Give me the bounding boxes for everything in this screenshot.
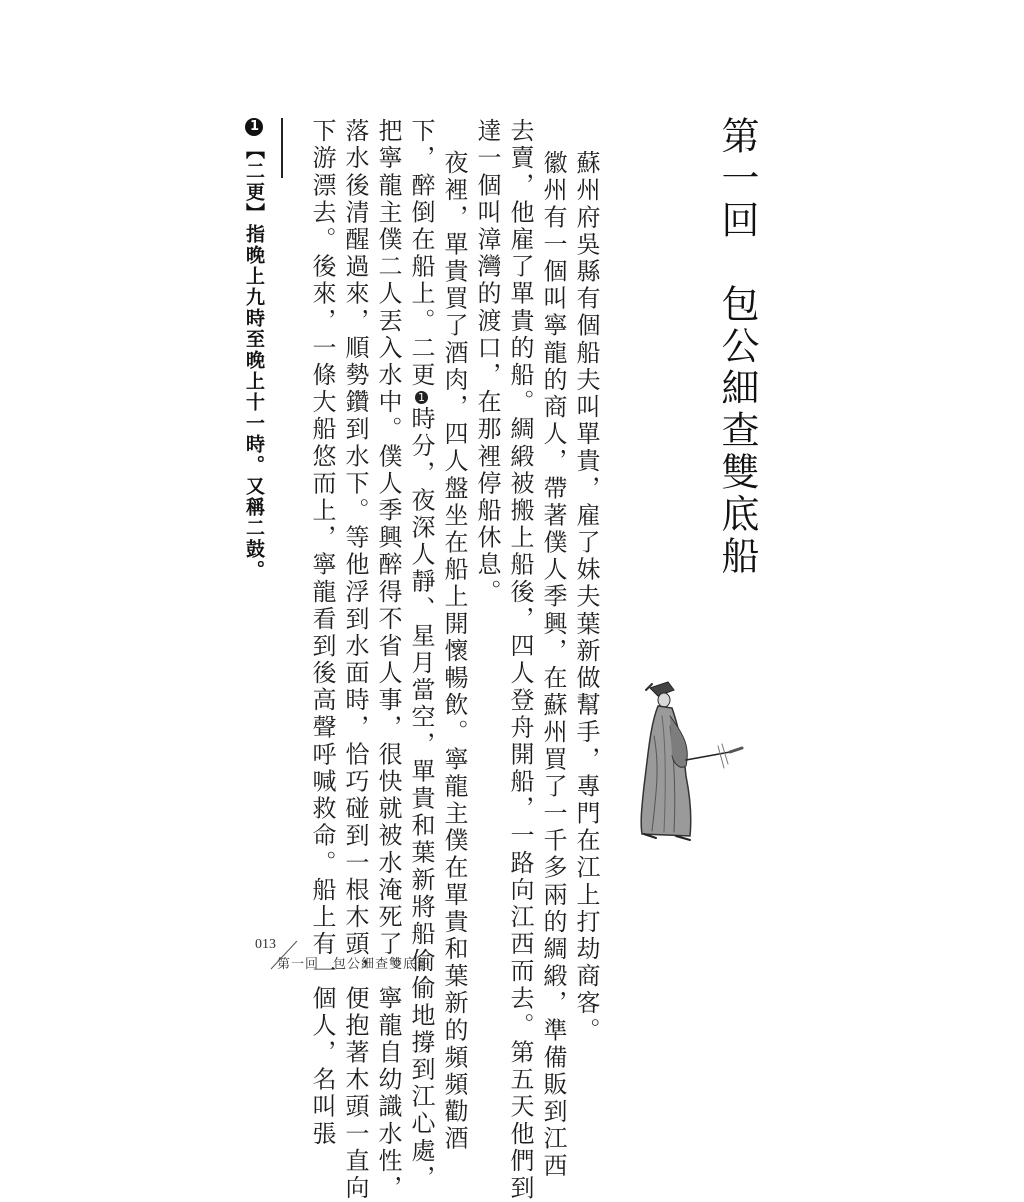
- body-line-9: 下游漂去。後來，一條大船悠而上，寧龍看到後高聲呼喊救命。船上有一個人，名叫張: [308, 118, 336, 1148]
- body-line-3: 去賣，他雇了單貴的船。綢緞被搬上船後，四人登舟開船，一路向江西而去。第五天他們到: [506, 118, 534, 1202]
- footnote-number: 1: [247, 118, 262, 136]
- body-line-6: [409, 118, 433, 1192]
- footnote-term: 【二更】: [243, 140, 265, 224]
- body-line-6-before: 下，醉倒在船上。二更: [407, 118, 435, 389]
- footnote-divider: [281, 118, 283, 178]
- ink-figure-illustration: [630, 676, 760, 846]
- body-line-4: 達一個叫漳灣的渡口，在那裡停船休息。: [473, 118, 501, 606]
- footnote-ref-marker[interactable]: 1: [415, 391, 428, 408]
- body-line-7: 把寧龍主僕二人丟入水中。僕人季興醉得不省人事，很快就被水淹死了。寧龍自幼識水性，: [374, 118, 402, 1202]
- body-line-2: 徽州有一個叫寧龍的商人，帶著僕人季興，在蘇州買了一千多兩的綢緞，準備販到江西: [539, 150, 567, 1180]
- page-number: 013: [255, 937, 276, 952]
- page-footer: [255, 937, 445, 977]
- body-line-8: 落水後清醒過來，順勢鑽到水下。等他浮到水面時，恰巧碰到一根木頭，便抱著木頭一直向: [341, 118, 369, 1202]
- running-head: 第一回 包公細查雙底船: [277, 957, 432, 972]
- body-line-1: 蘇州府吳縣有個船夫叫單貴，雇了妹夫葉新做幫手，專門在江上打劫商客。: [572, 150, 600, 1045]
- body-line-6-after: 時分，夜深人靜、星月當空，單貴和葉新將船偷偷地撐到江心處，: [407, 406, 435, 1192]
- footnote-text: 指晚上九時至晚上十一時。又稱二鼓。: [243, 224, 265, 581]
- chapter-title: 第一回 包公細查雙底船: [715, 116, 759, 578]
- footnote: [244, 118, 263, 581]
- body-line-5: 夜裡，單貴買了酒肉，四人盤坐在船上開懷暢飲。寧龍主僕在單貴和葉新的頻頻勸酒: [440, 150, 468, 1153]
